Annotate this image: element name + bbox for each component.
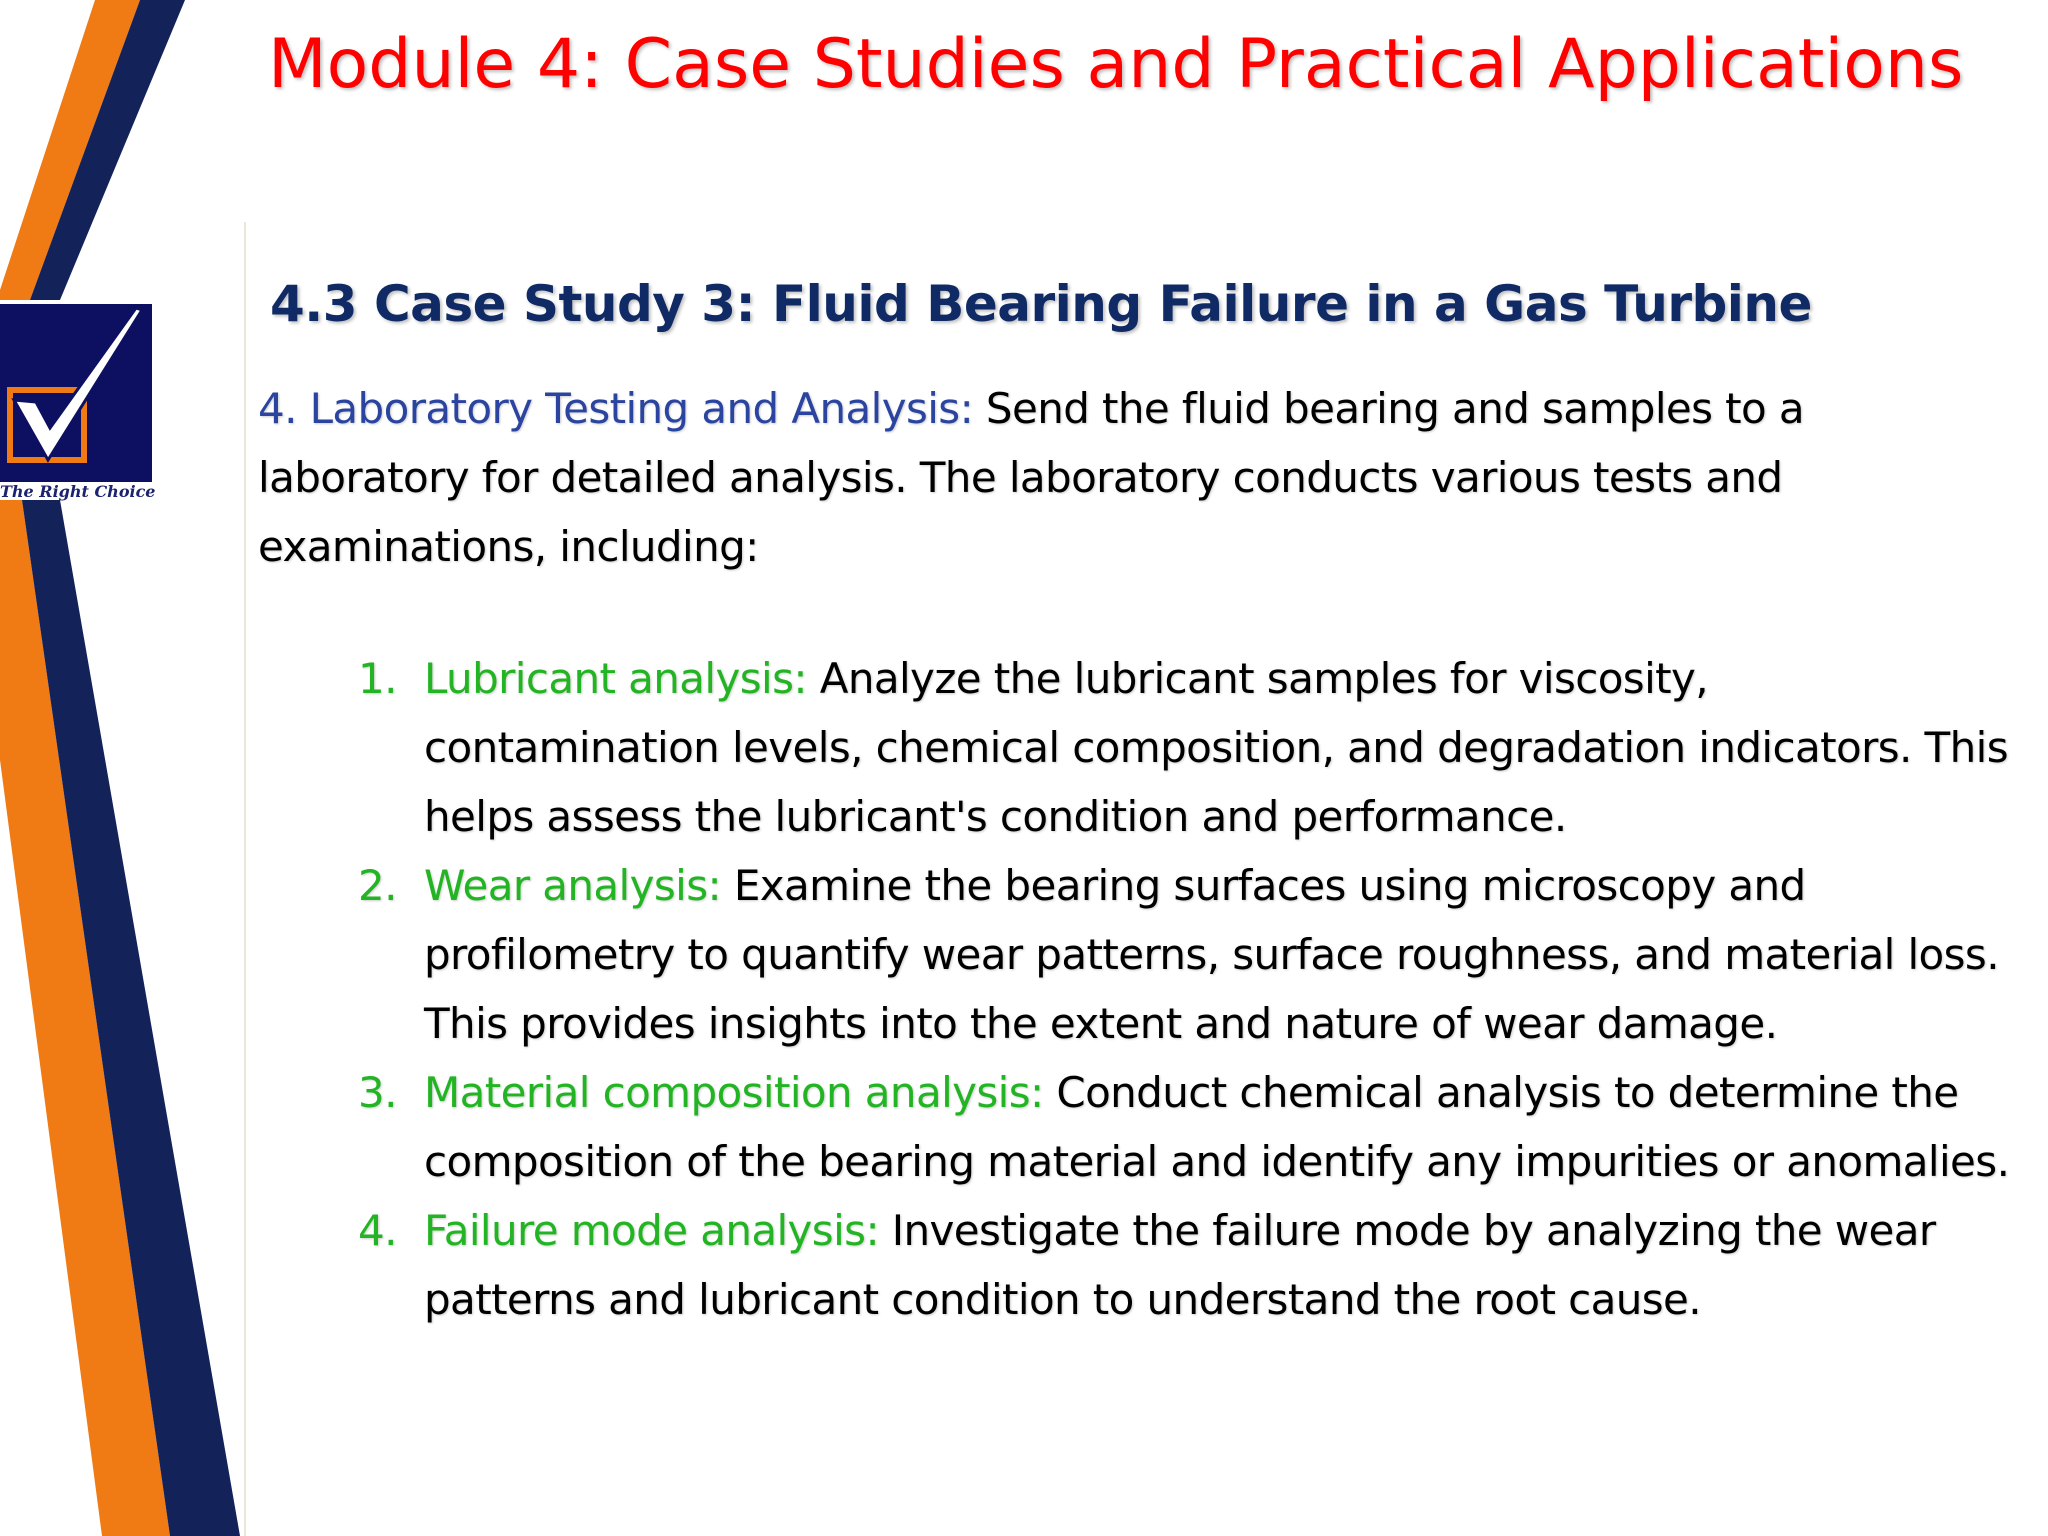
list-item-term: Failure mode analysis:: [424, 1206, 879, 1255]
list-item-text: Analyze the lubricant samples for viscosity, contamination levels, chemical composition, and degradation indicators. This helps assess the lubricant's condition and performance.: [424, 654, 2008, 841]
analysis-list: [358, 644, 2013, 1334]
vertical-divider: [244, 222, 246, 1536]
list-item-number: 1.: [358, 654, 397, 703]
list-item: [358, 1196, 2013, 1334]
intro-text: Send the fluid bearing and samples to a laboratory for detailed analysis. The laboratory conducts various tests and examinations, including:: [258, 384, 1805, 571]
list-item-number: 3.: [358, 1068, 397, 1117]
list-item: [358, 1058, 2013, 1196]
list-item-term: Lubricant analysis:: [424, 654, 807, 703]
list-item-number: 2.: [358, 861, 397, 910]
checkmark-logo-icon: [0, 304, 152, 482]
list-item-term: Material composition analysis:: [424, 1068, 1044, 1117]
case-study-heading: 4.3 Case Study 3: Fluid Bearing Failure in a Gas Turbine: [270, 275, 1812, 333]
intro-paragraph: [258, 374, 2013, 581]
list-item-number: 4.: [358, 1206, 397, 1255]
slide-title: Module 4: Case Studies and Practical Applications: [268, 25, 1964, 104]
list-item-text: Investigate the failure mode by analyzing the wear patterns and lubricant condition to understand the root cause.: [424, 1206, 1936, 1324]
list-item-text: Conduct chemical analysis to determine the composition of the bearing material and identify any impurities or anomalies.: [424, 1068, 2010, 1186]
logo-caption: The Right Choice: [0, 482, 156, 501]
list-item-text: Examine the bearing surfaces using microscopy and profilometry to quantify wear patterns, surface roughness, and material loss. This provides insights into the extent and nature of wear damage.: [424, 861, 1999, 1048]
list-item-term: Wear analysis:: [424, 861, 722, 910]
list-item: [358, 644, 2013, 851]
decorative-stripes: [0, 0, 260, 1536]
list-item: [358, 851, 2013, 1058]
intro-lead: 4. Laboratory Testing and Analysis:: [258, 384, 974, 433]
